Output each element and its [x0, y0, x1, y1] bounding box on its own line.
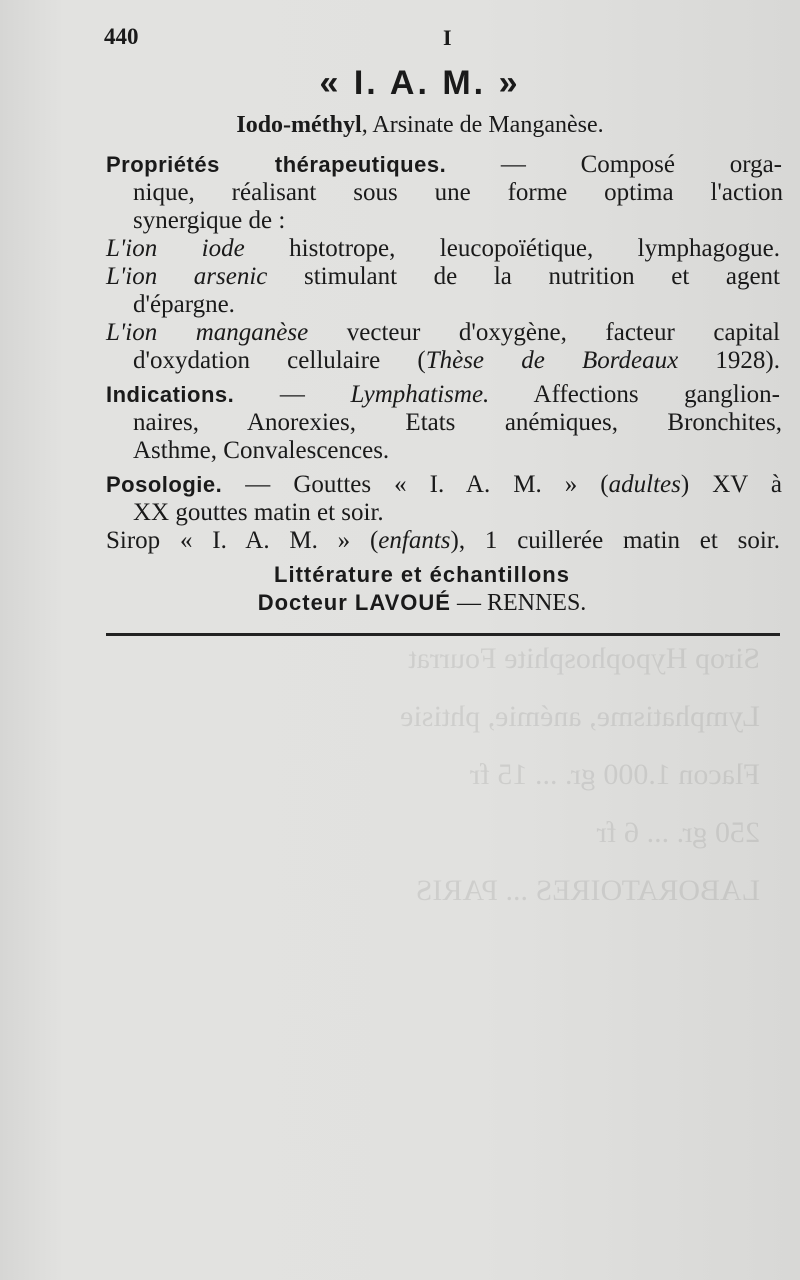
footer-contact: [0, 590, 800, 617]
proprietes-line-3: synergique de :: [133, 207, 286, 234]
product-subtitle: [0, 112, 800, 139]
posologie-line1-a: — Gouttes « I. A. M. » (: [222, 471, 609, 498]
top-mark: I: [443, 25, 452, 50]
ion-iode-text: histotrope, leucopoïétique, lymphagogue.: [244, 235, 780, 262]
posologie-line3-italic: enfants: [378, 527, 451, 554]
posologie-line-2: XX gouttes matin et soir.: [133, 499, 384, 526]
indications-dash: —: [234, 381, 351, 408]
horizontal-rule: [106, 633, 780, 636]
ion-manganese-italic: L'ion manganèse: [106, 319, 309, 346]
posologie-heading: Posologie.: [106, 472, 223, 497]
posologie-line1-italic: adultes: [608, 471, 681, 498]
proprietes-line1-rest: — Composé orga-: [500, 151, 782, 178]
indications-heading: Indications.: [106, 382, 235, 407]
page-number: 440: [104, 24, 139, 49]
oxydation-before: d'oxydation cellulaire (: [133, 347, 426, 374]
indications-line-2: naires, Anorexies, Etats anémiques, Bronchites,: [133, 409, 782, 436]
footer-city: — RENNES.: [450, 590, 587, 616]
footer-doctor: Docteur LAVOUÉ: [257, 590, 451, 615]
ion-manganese-line: [106, 318, 780, 348]
bleed-through-text: Sirop Hypophosphite Fourrat Lymphatisme, anémie, phtisie Flacon 1.000 gr. ... 15 fr 250 gr. ... 6 fr LABORATOIRES ... PARIS: [400, 642, 760, 907]
product-title: « I. A. M. »: [319, 64, 521, 102]
posologie-line-1: [106, 470, 782, 500]
subtitle-rest: , Arsinate de Manganèse.: [361, 112, 604, 138]
proprietes-line-1: [106, 150, 782, 180]
ion-iode-italic: L'ion iode: [106, 235, 245, 262]
ion-arsenic-text: stimulant de la nutrition et agent: [267, 263, 781, 290]
ion-manganese-text: vecteur d'oxygène, facteur capital: [308, 319, 780, 346]
footer-literature: Littérature et échantillons: [274, 562, 570, 587]
oxydation-after: 1928).: [678, 347, 781, 374]
indications-line1-rest: Affections ganglion-: [489, 381, 780, 408]
ion-arsenic-italic: L'ion arsenic: [106, 263, 268, 290]
ion-iode-line: [106, 234, 780, 264]
subtitle-bold: Iodo-méthyl: [236, 112, 362, 138]
ion-arsenic-line-2: d'épargne.: [133, 291, 235, 318]
indications-line-1: [106, 380, 780, 410]
ion-arsenic-line: [106, 262, 780, 292]
proprietes-line-2: nique, réalisant sous une forme optima l'action: [133, 179, 783, 206]
oxydation-italic: Thèse de Bordeaux: [425, 347, 679, 374]
posologie-line3-a: Sirop « I. A. M. » (: [106, 527, 379, 554]
posologie-line-3: [106, 526, 780, 556]
oxydation-line: [133, 346, 780, 376]
posologie-line1-b: ) XV à: [680, 471, 783, 498]
proprietes-heading: Propriétés thérapeutiques.: [106, 152, 447, 177]
posologie-line3-b: ), 1 cuillerée matin et soir.: [450, 527, 780, 554]
indications-line-3: Asthme, Convalescences.: [133, 437, 390, 464]
indications-italic: Lymphatisme.: [350, 381, 490, 408]
